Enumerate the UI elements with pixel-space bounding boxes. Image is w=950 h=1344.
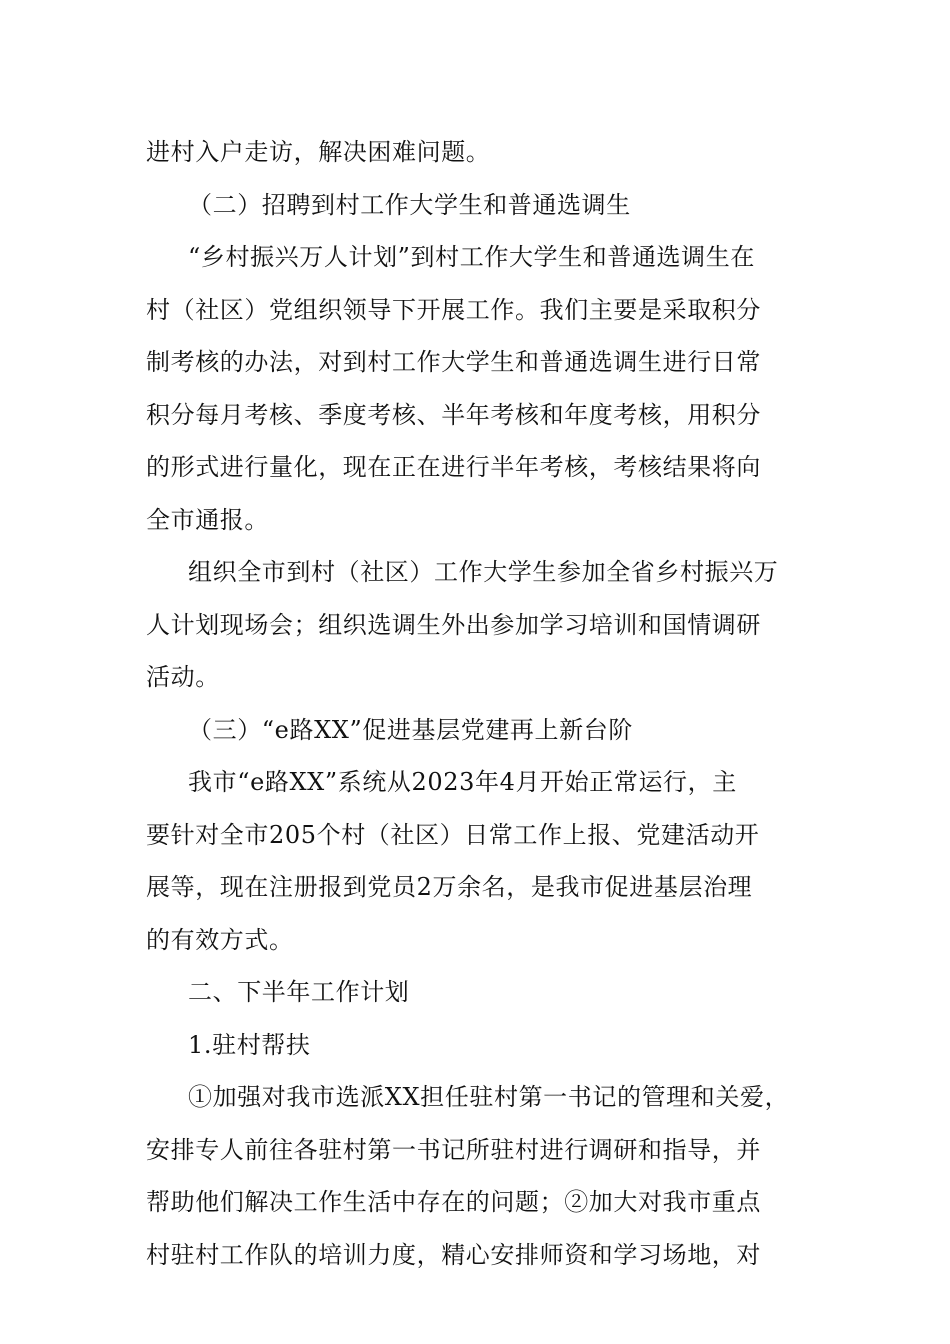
text-line: 的形式进行量化，现在正在进行半年考核，考核结果将向 [146, 453, 761, 481]
subsection-heading: 1.驻村帮扶 [188, 1030, 311, 1059]
text-line: 安排专人前往各驻村第一书记所驻村进行调研和指导，并 [146, 1135, 761, 1164]
text-line: 要针对全市205个村（社区）日常工作上报、党建活动开 [146, 820, 760, 849]
section-heading: （三）“e路XX”促进基层党建再上新台阶 [188, 715, 633, 744]
text-line: 人计划现场会；组织选调生外出参加学习培训和国情调研 [146, 610, 761, 639]
text-line: 帮助他们解决工作生活中存在的问题；②加大对我市重点 [146, 1188, 761, 1216]
text-line: 活动。 [146, 663, 220, 691]
text-line: 进村入户走访，解决困难问题。 [146, 138, 491, 166]
section-heading: 二、下半年工作计划 [188, 978, 410, 1006]
text-line: 展等，现在注册报到党员2万余名，是我市促进基层治理 [146, 873, 753, 901]
text-line: ①加强对我市选派XX担任驻村第一书记的管理和关爱， [188, 1083, 790, 1111]
text-line: “乡村振兴万人计划”到村工作大学生和普通选调生在 [188, 243, 755, 271]
text-line: 我市“e路XX”系统从2023年4月开始正常运行，主 [188, 768, 737, 796]
text-line: 积分每月考核、季度考核、半年考核和年度考核，用积分 [146, 400, 761, 429]
text-line: 组织全市到村（社区）工作大学生参加全省乡村振兴万 [188, 558, 779, 586]
text-line: 全市通报。 [146, 505, 269, 534]
document-body [146, 126, 816, 1281]
text-line: 制考核的办法，对到村工作大学生和普通选调生进行日常 [146, 348, 761, 376]
section-heading: （二）招聘到村工作大学生和普通选调生 [188, 190, 631, 219]
text-line: 村（社区）党组织领导下开展工作。我们主要是采取积分 [146, 295, 761, 324]
text-line: 的有效方式。 [146, 925, 294, 954]
text-line: 村驻村工作队的培训力度，精心安排师资和学习场地，对 [146, 1240, 761, 1269]
